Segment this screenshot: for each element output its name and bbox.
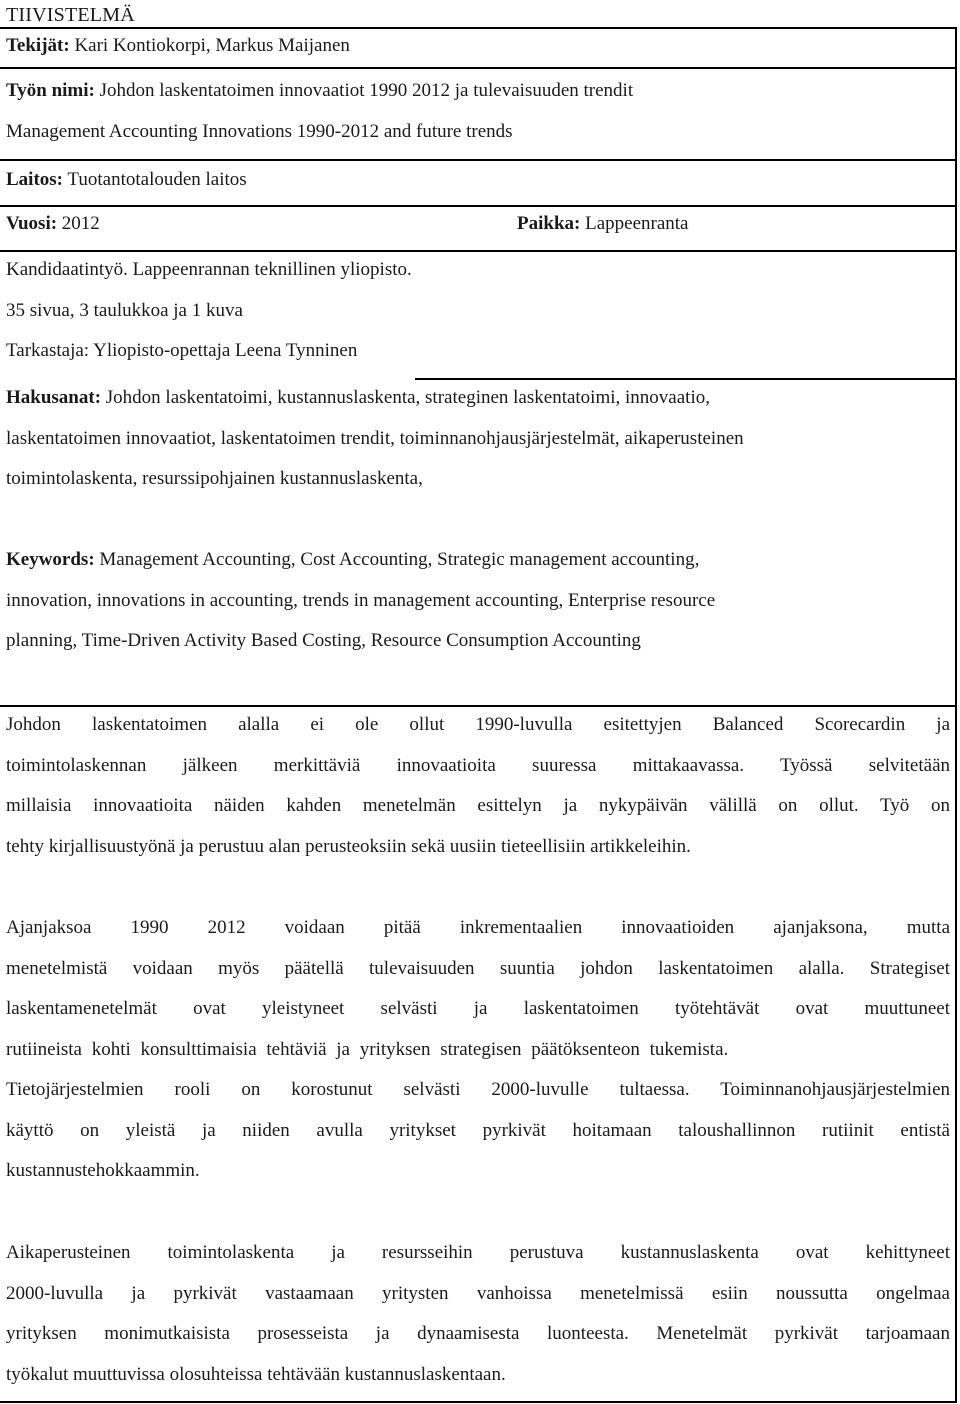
- year-label: Vuosi:: [6, 213, 58, 234]
- paragraph-line: menetelmistä voidaan myös päätellä tulevaisuuden suuntia johdon laskentatoimen alalla. Strategiset: [6, 958, 950, 979]
- place-label: Paikka:: [517, 213, 581, 234]
- abstract-form: [0, 27, 957, 1403]
- search-words-line: laskentatoimen innovaatiot, laskentatoimen trendit, toiminnanohjausjärjestelmät, aikaperusteinen: [6, 428, 744, 449]
- paragraph-line: työkalut muuttuvissa olosuhteissa tehtävään kustannuslaskentaan.: [6, 1364, 506, 1385]
- paragraph-line: toimintolaskennan jälkeen merkittäviä innovaatioita suuressa mittakaavassa. Työssä selvitetään: [6, 755, 950, 776]
- paragraph-line: kustannustehokkaammin.: [6, 1160, 200, 1181]
- paragraph-line: millaisia innovaatioita näiden kahden menetelmän esittelyn ja nykypäivän välillä on ollut. Työ on: [6, 795, 950, 816]
- department-value: Tuotantotalouden laitos: [67, 169, 247, 190]
- paragraph-line: 2000-luvulla ja pyrkivät vastaamaan yritysten vanhoissa menetelmissä esiin noussutta ongelmaa: [6, 1283, 950, 1304]
- keywords-label: Keywords:: [6, 549, 95, 570]
- paragraph-line: Tietojärjestelmien rooli on korostunut selvästi 2000-luvulle tultaessa. Toiminnanohjausjärjestelmien: [6, 1079, 950, 1100]
- keywords-line: innovation, innovations in accounting, trends in management accounting, Enterprise resource: [6, 590, 716, 611]
- work-title-label: Työn nimi:: [6, 80, 95, 101]
- paragraph-line: käyttö on yleistä ja niiden avulla yritykset pyrkivät hoitamaan taloushallinnon rutiinit entistä: [6, 1120, 950, 1141]
- place-value: Lappeenranta: [585, 213, 689, 234]
- keywords-line: [6, 548, 699, 572]
- search-words-text: Johdon laskentatoimi, kustannuslaskenta, strateginen laskentatoimi, innovaatio,: [105, 387, 710, 408]
- paragraph-line: tehty kirjallisuustyönä ja perustuu alan perusteoksiin sekä uusiin tieteellisiin artikkeleihin.: [6, 836, 691, 857]
- department-row: [6, 168, 247, 192]
- paragraph-line: yrityksen monimutkaisista prosesseista ja dynaamisesta luonteesta. Menetelmät pyrkivät tarjoamaan: [6, 1323, 950, 1344]
- authors-label: Tekijät:: [6, 35, 70, 56]
- department-label: Laitos:: [6, 169, 63, 190]
- authors-row: [6, 34, 350, 58]
- work-title-row: [6, 79, 633, 103]
- search-words-line: [6, 386, 710, 410]
- divider: [415, 378, 955, 380]
- thesis-pages: 35 sivua, 3 taulukkoa ja 1 kuva: [6, 300, 243, 321]
- paragraph-line: laskentamenetelmät ovat yleistyneet selvästi ja laskentatoimen työtehtävät ovat muuttuneet: [6, 998, 950, 1019]
- authors-value: Kari Kontiokorpi, Markus Maijanen: [74, 35, 350, 56]
- work-title-value: Johdon laskentatoimen innovaatiot 1990 2012 ja tulevaisuuden trendit: [99, 80, 634, 101]
- page-heading: TIIVISTELMÄ: [6, 4, 135, 26]
- paragraph-line: Aikaperusteinen toimintolaskenta ja resursseihin perustuva kustannuslaskenta ovat kehittyneet: [6, 1242, 950, 1263]
- divider: [0, 67, 955, 69]
- search-words-label: Hakusanat:: [6, 387, 102, 408]
- divider: [0, 205, 955, 207]
- work-title-english: Management Accounting Innovations 1990-2012 and future trends: [6, 121, 513, 142]
- divider: [0, 250, 955, 252]
- year-row: [6, 212, 100, 236]
- paragraph-line: rutiineista kohti konsulttimaisia tehtäviä ja yrityksen strategisen päätöksenteon tukemista.: [6, 1039, 729, 1060]
- thesis-type: Kandidaatintyö. Lappeenrannan teknillinen yliopisto.: [6, 259, 412, 280]
- place-row: [517, 212, 689, 236]
- keywords-line: planning, Time-Driven Activity Based Costing, Resource Consumption Accounting: [6, 630, 641, 651]
- keywords-text: Management Accounting, Cost Accounting, Strategic management accounting,: [99, 549, 700, 570]
- thesis-examiner: Tarkastaja: Yliopisto-opettaja Leena Tynninen: [6, 340, 358, 361]
- search-words-line: toimintolaskenta, resurssipohjainen kustannuslaskenta,: [6, 468, 423, 489]
- divider: [0, 705, 955, 707]
- paragraph-line: Ajanjaksoa 1990 2012 voidaan pitää inkrementaalien innovaatioiden ajanjaksona, mutta: [6, 917, 950, 938]
- year-value: 2012: [61, 213, 100, 234]
- paragraph-line: Johdon laskentatoimen alalla ei ole ollut 1990-luvulla esitettyjen Balanced Scorecardin ja: [6, 714, 950, 735]
- divider: [0, 159, 955, 161]
